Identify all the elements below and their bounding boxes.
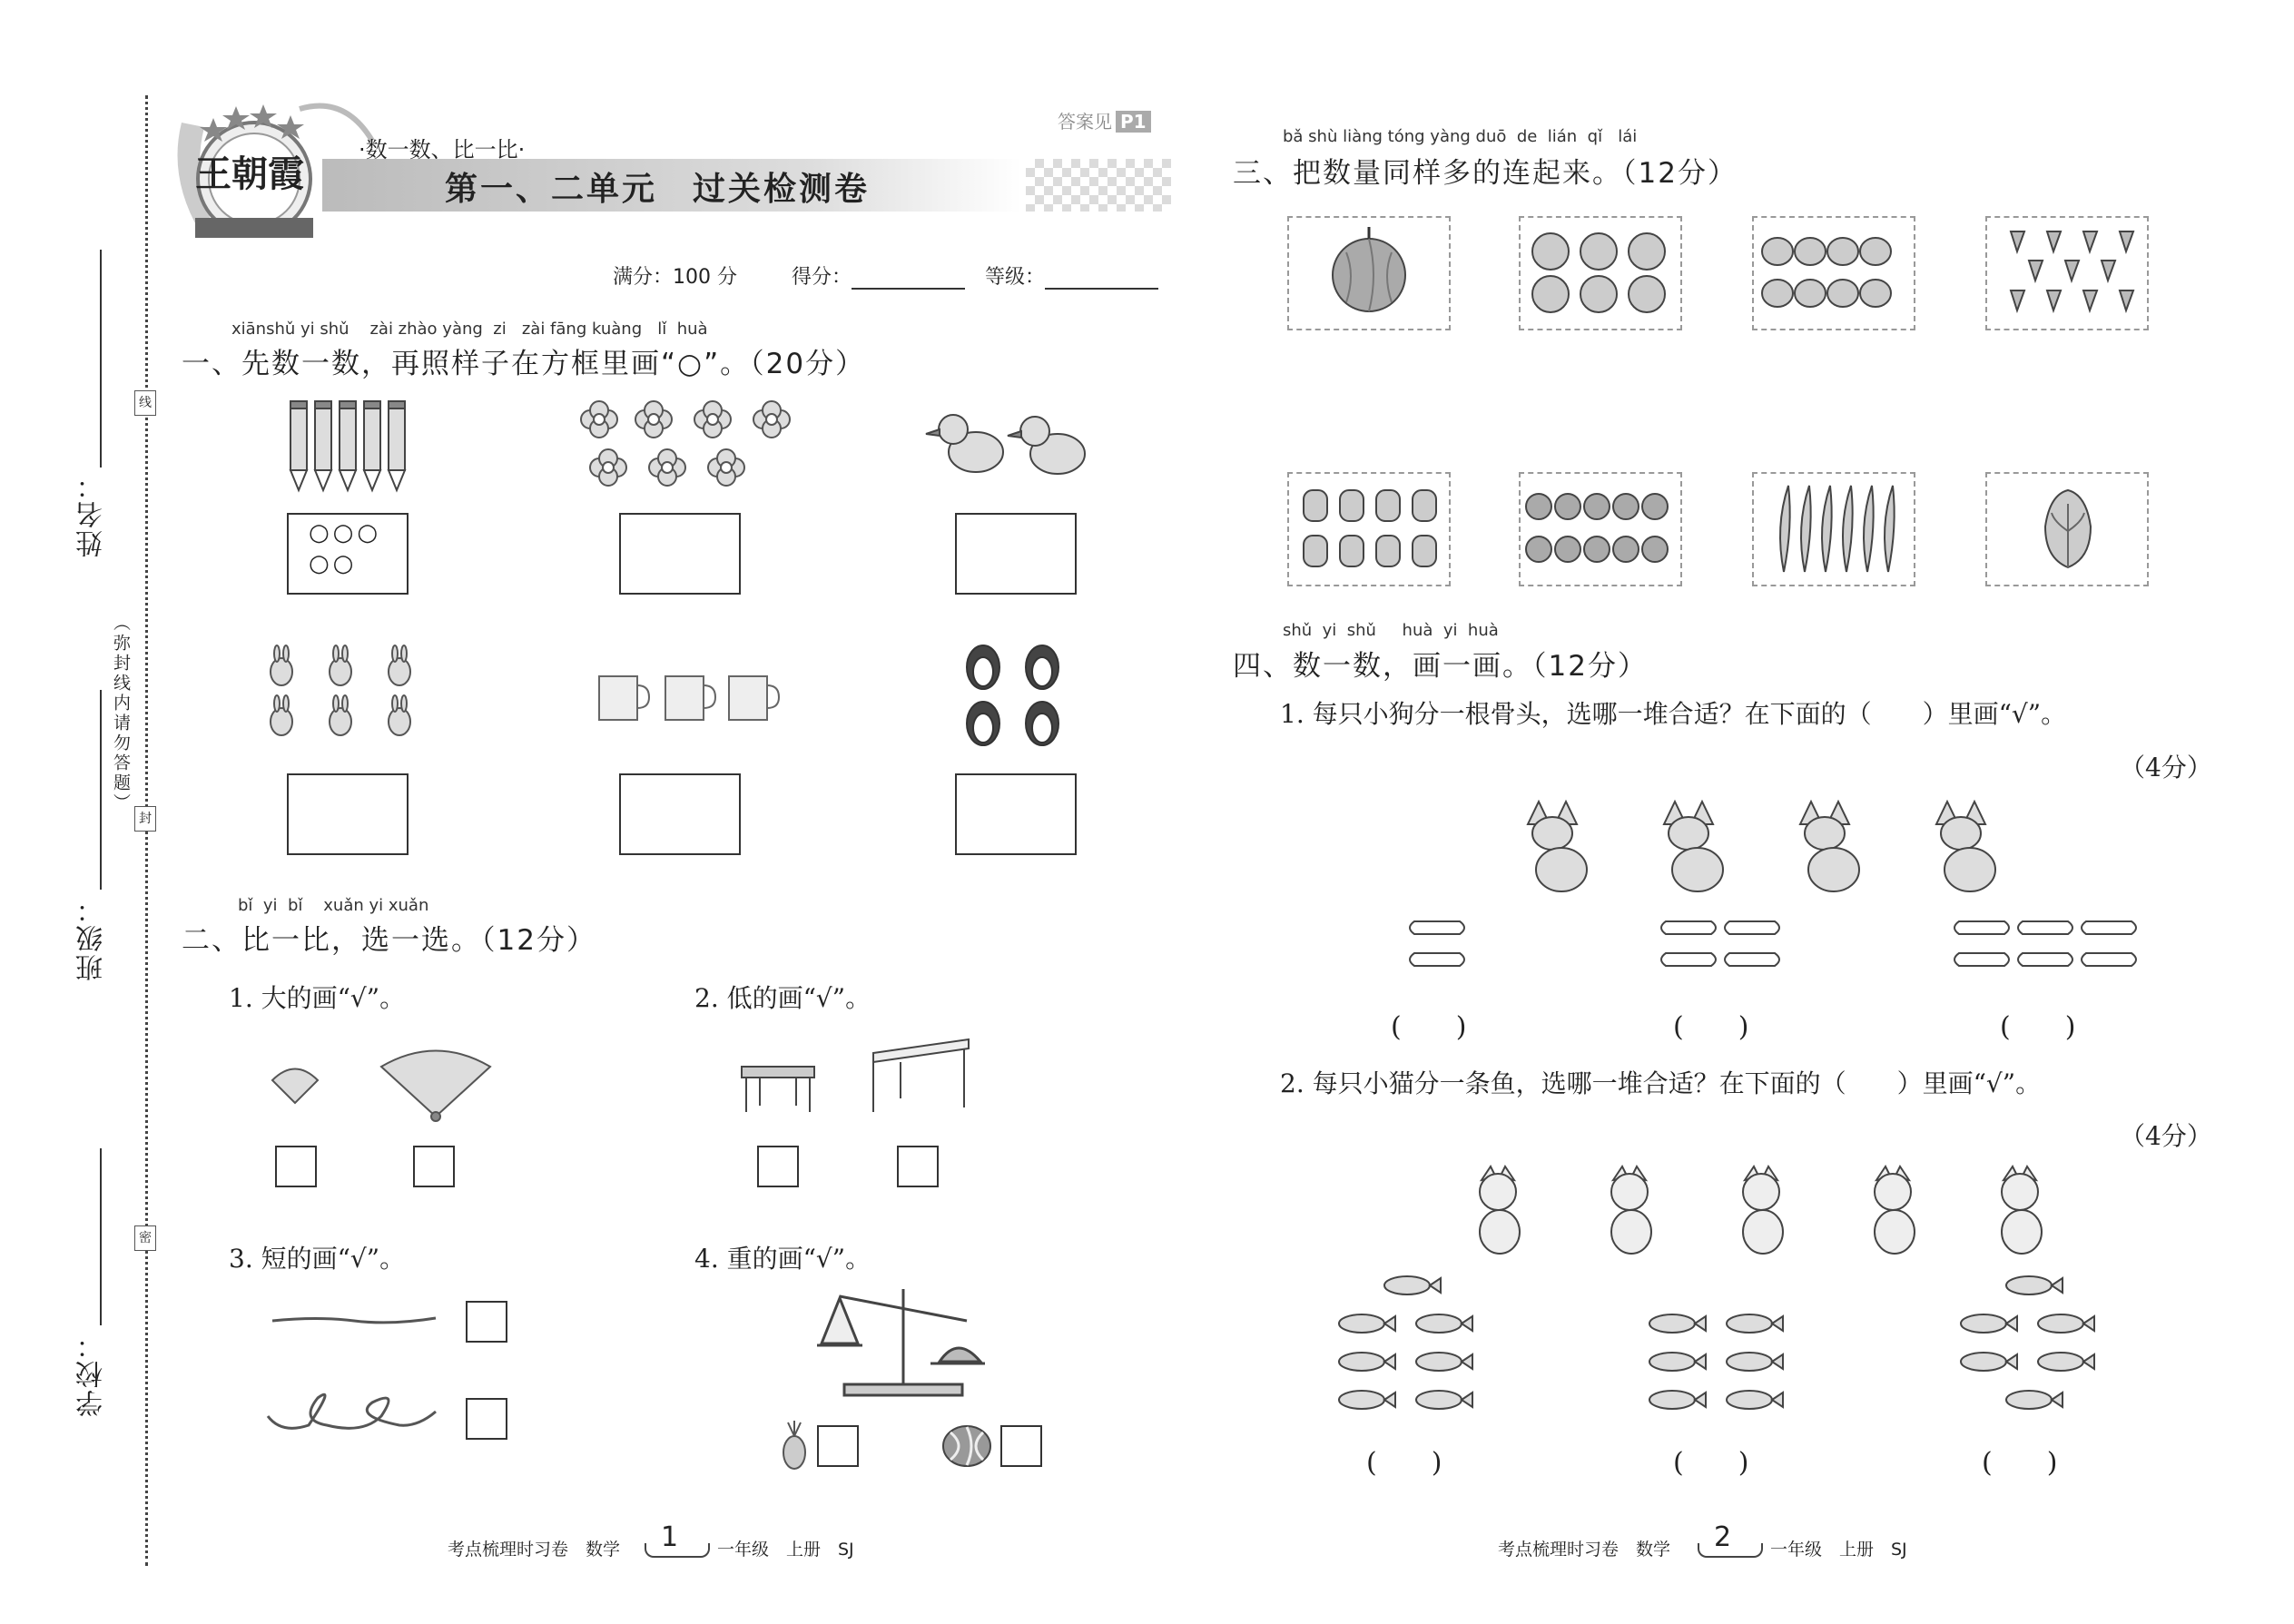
pencils-picture — [286, 399, 413, 495]
apples-picture — [1528, 229, 1673, 315]
q4-sub2-points: （4分） — [2120, 1121, 2212, 1151]
score-field — [792, 261, 965, 290]
q2-heading: 二、比一比，选一选。（12分） — [182, 924, 596, 957]
answer-ref-text: 答案见 — [1058, 111, 1112, 133]
dogs-picture — [1507, 797, 2015, 897]
q2-3-curly-rope-checkbox[interactable] — [466, 1398, 507, 1440]
grade-field — [985, 261, 1158, 290]
banner-pattern — [1026, 159, 1171, 212]
q4-1-answer-3[interactable]: ( ) — [2000, 1011, 2076, 1043]
q2-3-straight-rope-checkbox[interactable] — [466, 1301, 507, 1343]
grade-label: 等级： — [985, 266, 1046, 289]
footer-right-grade: 一年级 上册 SJ — [1770, 1540, 1907, 1560]
full-score: 满分：100 分 — [613, 266, 737, 289]
class-field[interactable] — [100, 690, 102, 890]
q1-answer-box-flowers[interactable] — [619, 513, 741, 595]
q4-2-answer-2[interactable]: ( ) — [1673, 1447, 1749, 1479]
score-label: 得分： — [792, 266, 852, 289]
q2-4-pineapple-checkbox[interactable] — [817, 1425, 859, 1467]
pineapple-icon — [781, 1421, 808, 1471]
bones-group-1 — [1405, 917, 1469, 980]
q2-item-2-label: 2. 低的画“√”。 — [694, 983, 871, 1013]
q3-pinyin: bǎ shù liàng tóng yàng duō de lián qǐ lái — [1283, 127, 1638, 146]
tomatoes-picture — [1525, 490, 1675, 567]
q2-2-low-table-checkbox[interactable] — [757, 1146, 799, 1187]
footer-left-text: 考点梳理时习卷 数学 — [448, 1540, 621, 1560]
bones-group-3 — [1950, 917, 2141, 980]
name-label: 姓名： — [76, 470, 108, 557]
q2-item-1-label: 1. 大的画“√”。 — [229, 983, 406, 1013]
q1-heading: 一、先数一数，再照样子在方框里画“○”。（20分） — [182, 348, 866, 380]
q4-sub1-points: （4分） — [2120, 753, 2212, 782]
page-number-1: 1 — [661, 1521, 679, 1553]
rabbits-picture — [263, 640, 427, 740]
penguins-picture — [960, 640, 1069, 753]
beans-picture — [1770, 481, 1897, 576]
q4-pinyin: shǔ yi shǔ huà yi huà — [1283, 621, 1499, 640]
melon-icon — [1328, 225, 1410, 316]
cups-picture — [595, 672, 785, 726]
q2-item-3-label: 3. 短的画“√”。 — [229, 1244, 406, 1274]
score-input[interactable] — [852, 268, 965, 290]
fish-group-1 — [1334, 1269, 1489, 1432]
q4-1-answer-2[interactable]: ( ) — [1673, 1011, 1749, 1043]
answer-ref-page: P1 — [1116, 111, 1151, 133]
q3-heading: 三、把数量同样多的连起来。（12分） — [1233, 157, 1738, 190]
q4-sub1-text: 1. 每只小狗分一根骨头，选哪一堆合适？在下面的（ ）里画“√”。 — [1280, 699, 2067, 729]
page-title: 第一、二单元 过关检测卷 — [445, 171, 871, 208]
page-brace-2 — [1698, 1543, 1763, 1558]
unit-subtitle: ·数一数、比一比· — [359, 137, 526, 162]
q1-answer-box-penguins[interactable] — [955, 773, 1077, 855]
ropes-picture — [263, 1298, 445, 1443]
q4-1-answer-1[interactable]: ( ) — [1391, 1011, 1467, 1043]
answer-reference — [1058, 107, 1151, 133]
q2-2-high-table-checkbox[interactable] — [897, 1146, 939, 1187]
fans-picture — [268, 1044, 504, 1126]
balance-scale-picture — [812, 1280, 994, 1398]
q1-pinyin: xiānshǔ yi shǔ zài zhào yàng zi zài fāng kuàng lǐ huà — [231, 320, 708, 339]
logo-text: 王朝霞 — [195, 153, 304, 195]
school-field[interactable] — [100, 1148, 102, 1325]
q1-example-circles: ○○○ ○○ — [309, 519, 382, 577]
watermelon-icon — [940, 1423, 994, 1469]
class-label: 班级： — [76, 894, 108, 981]
seal-mark-line: 线 — [134, 390, 156, 416]
school-label: 学校： — [76, 1330, 108, 1417]
footer-left-grade: 一年级 上册 SJ — [717, 1540, 854, 1560]
seal-mark-seal: 封 — [134, 806, 156, 832]
q2-4-watermelon-checkbox[interactable] — [1000, 1425, 1042, 1467]
q4-2-answer-3[interactable]: ( ) — [1982, 1447, 2058, 1479]
name-field[interactable] — [100, 250, 102, 468]
flowers-picture — [581, 399, 808, 495]
grade-input[interactable] — [1045, 268, 1158, 290]
fish-group-2 — [1645, 1307, 1799, 1434]
q2-item-4-label: 4. 重的画“√”。 — [694, 1244, 871, 1274]
cabbage-icon — [2041, 486, 2095, 572]
seal-note: （弥封线内请勿答题） — [111, 614, 131, 813]
q4-heading: 四、数一数，画一画。（12分） — [1233, 650, 1648, 683]
peppers-picture — [1296, 481, 1442, 576]
q2-1-big-fan-checkbox[interactable] — [413, 1146, 455, 1187]
page-brace-1 — [645, 1543, 710, 1558]
seal-mark-secret: 密 — [134, 1225, 156, 1251]
q1-answer-box-rabbits[interactable] — [287, 773, 409, 855]
fish-group-3 — [1956, 1269, 2111, 1432]
cats-picture — [1462, 1166, 2024, 1257]
peaches-picture — [1759, 231, 1909, 313]
page-number-2: 2 — [1714, 1521, 1732, 1553]
ducks-picture — [921, 407, 1094, 488]
bones-group-2 — [1657, 917, 1784, 980]
q4-sub2-text: 2. 每只小猫分一条鱼，选哪一堆合适？在下面的（ ）里画“√”。 — [1280, 1068, 2042, 1098]
q2-pinyin: bǐ yi bǐ xuǎn yi xuǎn — [238, 896, 429, 915]
q2-1-small-fan-checkbox[interactable] — [275, 1146, 317, 1187]
q4-2-answer-1[interactable]: ( ) — [1366, 1447, 1442, 1479]
q1-answer-box-cups[interactable] — [619, 773, 741, 855]
footer-right-text: 考点梳理时习卷 数学 — [1498, 1540, 1671, 1560]
strawberries-picture — [1993, 222, 2142, 322]
q1-answer-box-ducks[interactable] — [955, 513, 1077, 595]
tables-picture — [737, 1035, 973, 1121]
